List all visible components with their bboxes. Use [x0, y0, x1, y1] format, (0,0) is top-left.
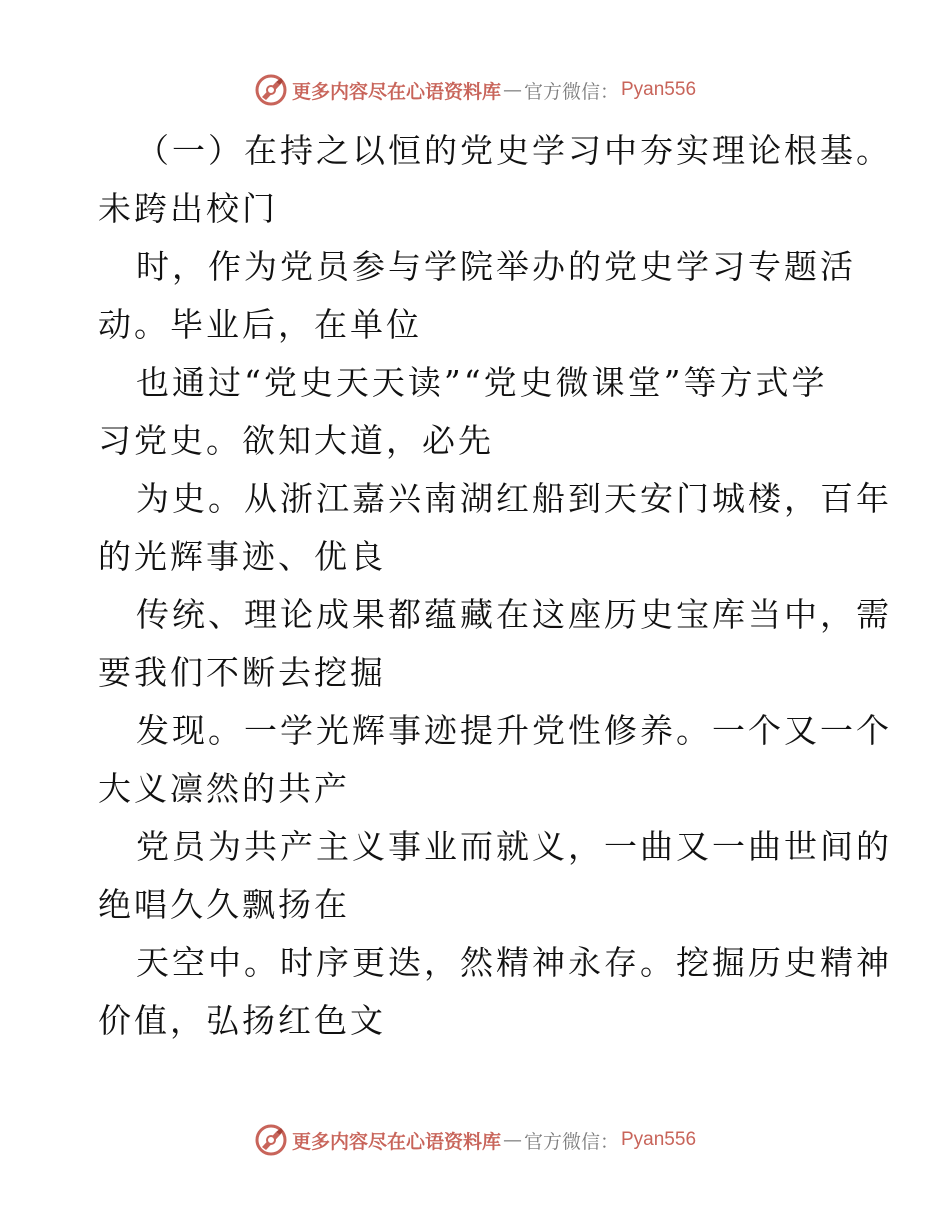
footer-watermark	[0, 1120, 950, 1160]
watermark-dash: —	[502, 79, 522, 101]
text-line: 为史。从浙江嘉兴南湖红船到天安门城楼，百年	[136, 479, 892, 518]
text-line: 未跨出校门	[98, 189, 278, 228]
text-line: 也通过“党史天天读”“党史微课堂”等方式学	[136, 363, 828, 402]
text-line: 绝唱久久飘扬在	[98, 885, 350, 924]
watermark-wechat-id: Pyan556	[621, 79, 697, 100]
text-line: 发现。一学光辉事迹提升党性修养。一个又一个	[136, 711, 892, 750]
text-line: 时，作为党员参与学院举办的党史学习专题活	[136, 247, 856, 286]
quill-seal-icon	[254, 1123, 288, 1157]
text-line: 天空中。时序更迭，然精神永存。挖掘历史精神	[136, 943, 892, 982]
watermark-main-text: 更多内容尽在心语资料库	[291, 1130, 501, 1153]
watermark-dash: —	[502, 1129, 522, 1151]
text-line: 大义凛然的共产	[98, 769, 350, 808]
header-watermark	[0, 70, 950, 110]
text-line: 党员为共产主义事业而就义，一曲又一曲世间的	[136, 827, 892, 866]
watermark-wechat-label: 官方微信：	[523, 1130, 619, 1153]
text-line: 的光辉事迹、优良	[98, 537, 386, 576]
text-line: 要我们不断去挖掘	[98, 653, 386, 692]
text-line: 价值，弘扬红色文	[98, 1001, 386, 1040]
quill-seal-icon	[254, 73, 288, 107]
text-line: 传统、理论成果都蕴藏在这座历史宝库当中，需	[136, 595, 892, 634]
document-body	[98, 122, 892, 1050]
text-line: 动。毕业后，在单位	[98, 305, 422, 344]
watermark-wechat-label: 官方微信：	[523, 80, 619, 103]
text-line: 习党史。欲知大道，必先	[98, 421, 494, 460]
text-line: （一）在持之以恒的党史学习中夯实理论根基。	[136, 131, 892, 170]
watermark-main-text: 更多内容尽在心语资料库	[291, 80, 501, 103]
watermark-wechat-id: Pyan556	[621, 1129, 697, 1150]
